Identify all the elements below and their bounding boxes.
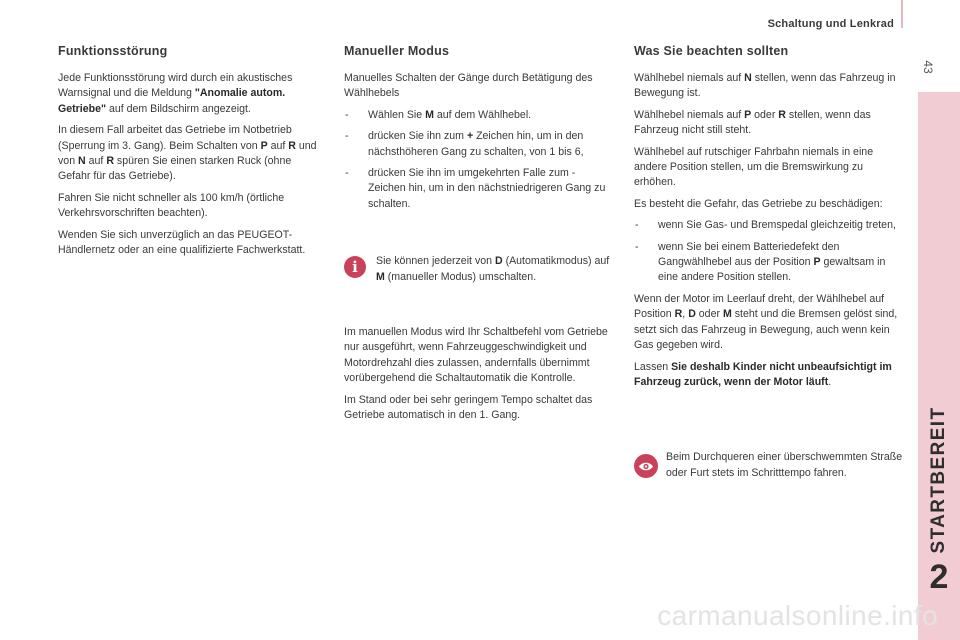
eye-note-text: Beim Durchqueren einer überschwemmten Straße oder Furt stets im Schritttempo fahren. (666, 451, 903, 479)
manual-mode-step-2: - drücken Sie ihn zum + Zeichen hin, um in den nächsthöheren Gang zu schalten, von 1 bis 6, (344, 129, 614, 160)
precautions-list (634, 218, 906, 286)
malfunction-paragraph-1: Jede Funktionsstörung wird durch ein akustisches Warnsignal und die Meldung "Anomalie autom. Getriebe" auf dem Bildschirm angezeigt. (58, 72, 293, 115)
manual-mode-intro: Manuelles Schalten der Gänge durch Betätigung des Wählhebels (344, 72, 593, 100)
chapter-number: 2 (929, 558, 949, 596)
malfunction-paragraph-4: Wenden Sie sich unverzüglich an das PEUGEOT-Händlernetz oder an eine qualifizierte Fachwerkstatt. (58, 228, 306, 257)
heading-malfunction: Funktionsstörung (58, 44, 168, 58)
chapter-label: STARTBEREIT (928, 406, 949, 554)
precautions-paragraph-1: Wählhebel niemals auf N stellen, wenn das Fahrzeug in Bewegung ist. (634, 72, 896, 100)
manual-mode-step-1: - Wählen Sie M auf dem Wählhebel. (344, 108, 614, 123)
precautions-paragraph-3: Wählhebel auf rutschiger Fahrbahn niemals in eine andere Position stellen, um die Bremswirkung zu erhöhen. (634, 145, 874, 189)
manual-mode-step-3: - drücken Sie ihn im umgekehrten Falle zum - Zeichen hin, um in den nächstniedrigeren Gang zu schalten. (344, 166, 614, 212)
heading-precautions: Was Sie beachten sollten (634, 44, 789, 58)
section-title: Schaltung und Lenkrad (767, 18, 894, 30)
precautions-paragraph-2: Wählhebel niemals auf P oder R stellen, wenn das Fahrzeug nicht still steht. (634, 108, 871, 137)
info-note-text: Sie können jederzeit von D (Automatikmodus) auf M (manueller Modus) umschalten. (376, 255, 610, 283)
precautions-item-2: - wenn Sie bei einem Batteriedefekt den Gangwählhebel aus der Position P gewaltsam in eine andere Position stellen. (634, 240, 906, 286)
column-malfunction (58, 40, 324, 264)
info-note (344, 254, 614, 285)
page-number: 43 (921, 60, 935, 74)
precautions-paragraph-4: Es besteht die Gefahr, das Getriebe zu beschädigen: (634, 197, 883, 210)
column-precautions (634, 40, 906, 481)
malfunction-paragraph-2: In diesem Fall arbeitet das Getriebe im Notbetrieb (Sperrung im 3. Gang). Beim Schalten von P auf R und von N auf R spüren Sie einen starken Ruck (ohne Gefahr für das Getriebe). (58, 124, 317, 183)
info-icon: i (344, 256, 366, 278)
column-manual-mode (344, 40, 614, 430)
precautions-item-1: - wenn Sie Gas- und Bremspedal gleichzeitig treten, (634, 218, 906, 233)
eye-note (634, 450, 906, 481)
malfunction-paragraph-3: Fahren Sie nicht schneller als 100 km/h (örtliche Verkehrsvorschriften beachten). (58, 191, 285, 220)
heading-manual-mode: Manueller Modus (344, 44, 450, 58)
header-divider (901, 0, 903, 28)
precautions-paragraph-5: Wenn der Motor im Leerlauf dreht, der Wählhebel auf Position R, D oder M steht und die Bremsen gelöst sind, setzt sich das Fahrzeug in Bewegung, auch wenn kein Gas gegeben wird. (634, 292, 898, 352)
manual-mode-paragraph-2: Im Stand oder bei sehr geringem Tempo schaltet das Getriebe automatisch in den 1. Gang. (344, 393, 593, 422)
precautions-paragraph-6: Lassen Sie deshalb Kinder nicht unbeaufsichtigt im Fahrzeug zurück, wenn der Motor läuft. (634, 360, 892, 388)
manual-mode-paragraph-1: Im manuellen Modus wird Ihr Schaltbefehl vom Getriebe nur ausgeführt, wenn Fahrzeuggeschwindigkeit und Motordrehzahl dies zulassen, andernfalls übernimmt vorübergehend die Schaltautomatik die Kontrolle. (344, 326, 608, 385)
watermark: carmanualsonline.info (657, 600, 938, 631)
manual-mode-list (344, 108, 614, 212)
